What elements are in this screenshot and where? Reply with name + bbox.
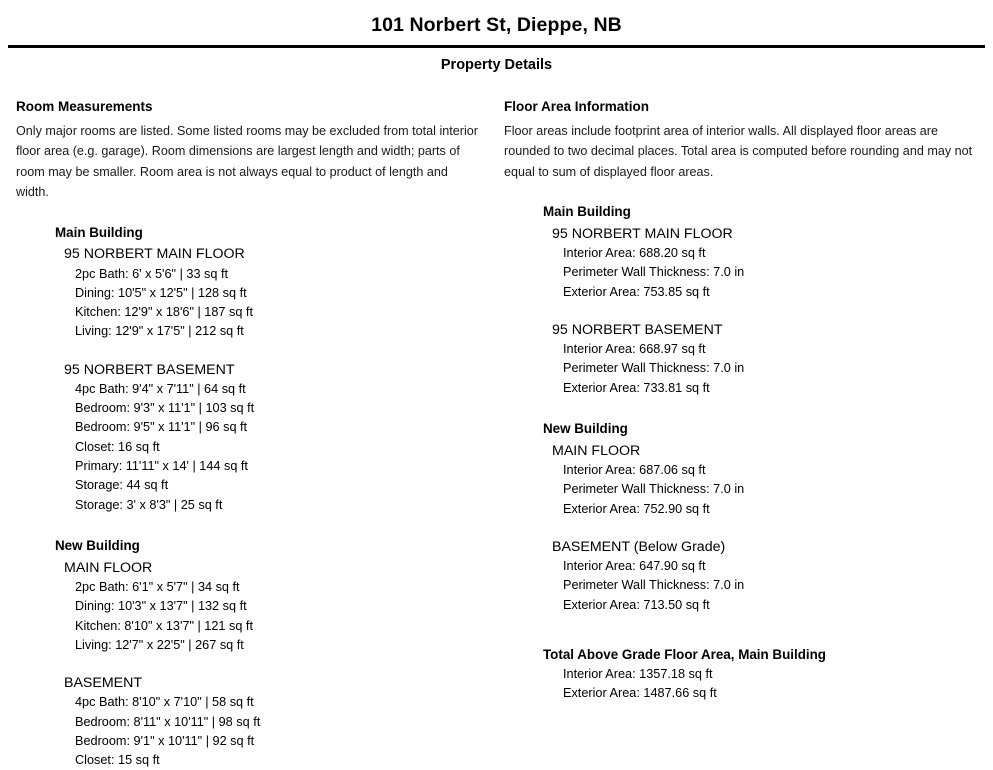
floor-group [504, 224, 987, 302]
detail-line: Exterior Area: 753.85 sq ft [563, 284, 710, 299]
room-measurements-column [0, 99, 496, 770]
floor-name: BASEMENT (Below Grade) [552, 538, 726, 555]
detail-line: Exterior Area: 1487.66 sq ft [563, 686, 717, 701]
detail-line: Primary: 11'11" x 14' | 144 sq ft [75, 459, 248, 474]
detail-line: Exterior Area: 713.50 sq ft [563, 597, 710, 612]
floor-name: 95 NORBERT MAIN FLOOR [64, 246, 245, 263]
detail-line: Dining: 10'3" x 13'7" | 132 sq ft [75, 599, 247, 614]
detail-line: Bedroom: 8'11" x 10'11" | 98 sq ft [75, 714, 261, 729]
floor-group [504, 441, 987, 519]
detail-line: Interior Area: 647.90 sq ft [563, 559, 706, 574]
room-measurements-heading: Room Measurements [16, 98, 153, 114]
detail-line: Kitchen: 8'10" x 13'7" | 121 sq ft [75, 618, 253, 633]
detail-line: Kitchen: 12'9" x 18'6" | 187 sq ft [75, 305, 253, 320]
floor-area-heading: Floor Area Information [504, 98, 650, 114]
floor-group [504, 537, 987, 615]
detail-line: Perimeter Wall Thickness: 7.0 in [563, 361, 745, 376]
building-group [16, 536, 482, 770]
detail-line: 2pc Bath: 6'1" x 5'7" | 34 sq ft [75, 579, 240, 594]
floor-name: 95 NORBERT BASEMENT [64, 361, 235, 378]
building-name: New Building [55, 537, 140, 553]
floor-group [16, 244, 482, 341]
floor-name: 95 NORBERT BASEMENT [552, 322, 723, 338]
floor-area-column [496, 99, 993, 704]
detail-line: Exterior Area: 752.90 sq ft [563, 501, 710, 516]
floor-group [16, 673, 482, 770]
detail-line: Dining: 10'5" x 12'5" | 128 sq ft [75, 285, 247, 300]
page-subtitle: Property Details [440, 57, 553, 74]
detail-line: Closet: 15 sq ft [75, 753, 160, 768]
detail-line: Perimeter Wall Thickness: 7.0 in [563, 265, 745, 280]
building-group [16, 223, 482, 515]
building-name: Main Building [543, 204, 631, 220]
detail-line: Interior Area: 687.06 sq ft [563, 463, 706, 478]
floor-group [16, 360, 482, 515]
detail-line: Storage: 3' x 8'3" | 25 sq ft [75, 497, 223, 512]
floor-group [504, 320, 987, 398]
detail-line: Bedroom: 9'3" x 11'1" | 103 sq ft [75, 401, 255, 416]
detail-line: Perimeter Wall Thickness: 7.0 in [563, 482, 745, 497]
detail-line: Perimeter Wall Thickness: 7.0 in [563, 578, 745, 593]
floor-group [16, 558, 482, 655]
building-name: Main Building [55, 224, 143, 240]
floor-name: 95 NORBERT MAIN FLOOR [552, 225, 733, 242]
floor-name: MAIN FLOOR [552, 442, 641, 459]
building-name: New Building [543, 421, 628, 437]
floor-area-tree [504, 202, 987, 703]
total-area-group [504, 645, 987, 703]
detail-line: 2pc Bath: 6' x 5'6" | 33 sq ft [75, 266, 228, 281]
room-measurements-note: Only major rooms are listed. Some listed rooms may be excluded from total interior floor area (e.g. garage). Room dimensions are largest length and width; parts of room may be smaller. Room area is not always equal to product of length and width. [16, 123, 478, 200]
detail-line: 4pc Bath: 8'10" x 7'10" | 58 sq ft [75, 695, 254, 710]
detail-line: Exterior Area: 733.81 sq ft [563, 380, 710, 395]
detail-line: Bedroom: 9'5" x 11'1" | 96 sq ft [75, 420, 248, 435]
detail-line: Interior Area: 1357.18 sq ft [563, 666, 713, 681]
floor-name: MAIN FLOOR [64, 559, 153, 576]
building-group [504, 419, 987, 615]
detail-line: 4pc Bath: 9'4" x 7'11" | 64 sq ft [75, 381, 246, 396]
detail-line: Interior Area: 688.20 sq ft [563, 246, 706, 261]
detail-line: Living: 12'9" x 17'5" | 212 sq ft [75, 324, 244, 339]
detail-line: Living: 12'7" x 22'5" | 267 sq ft [75, 637, 244, 652]
floor-area-note: Floor areas include footprint area of interior walls. All displayed floor areas are rounded to two decimal places. Total area is computed before rounding and may not equal to sum of displayed floor areas. [504, 123, 973, 179]
content-columns [0, 75, 993, 770]
detail-line: Bedroom: 9'1" x 10'11" | 92 sq ft [75, 733, 255, 748]
floor-name: BASEMENT [64, 675, 143, 692]
building-group [504, 202, 987, 398]
detail-line: Interior Area: 668.97 sq ft [563, 342, 706, 357]
room-measurements-tree [16, 223, 482, 770]
detail-line: Closet: 16 sq ft [75, 439, 160, 454]
detail-line: Storage: 44 sq ft [75, 478, 169, 493]
total-area-heading: Total Above Grade Floor Area, Main Building [543, 646, 826, 662]
page-title: 101 Norbert St, Dieppe, NB [371, 14, 622, 36]
